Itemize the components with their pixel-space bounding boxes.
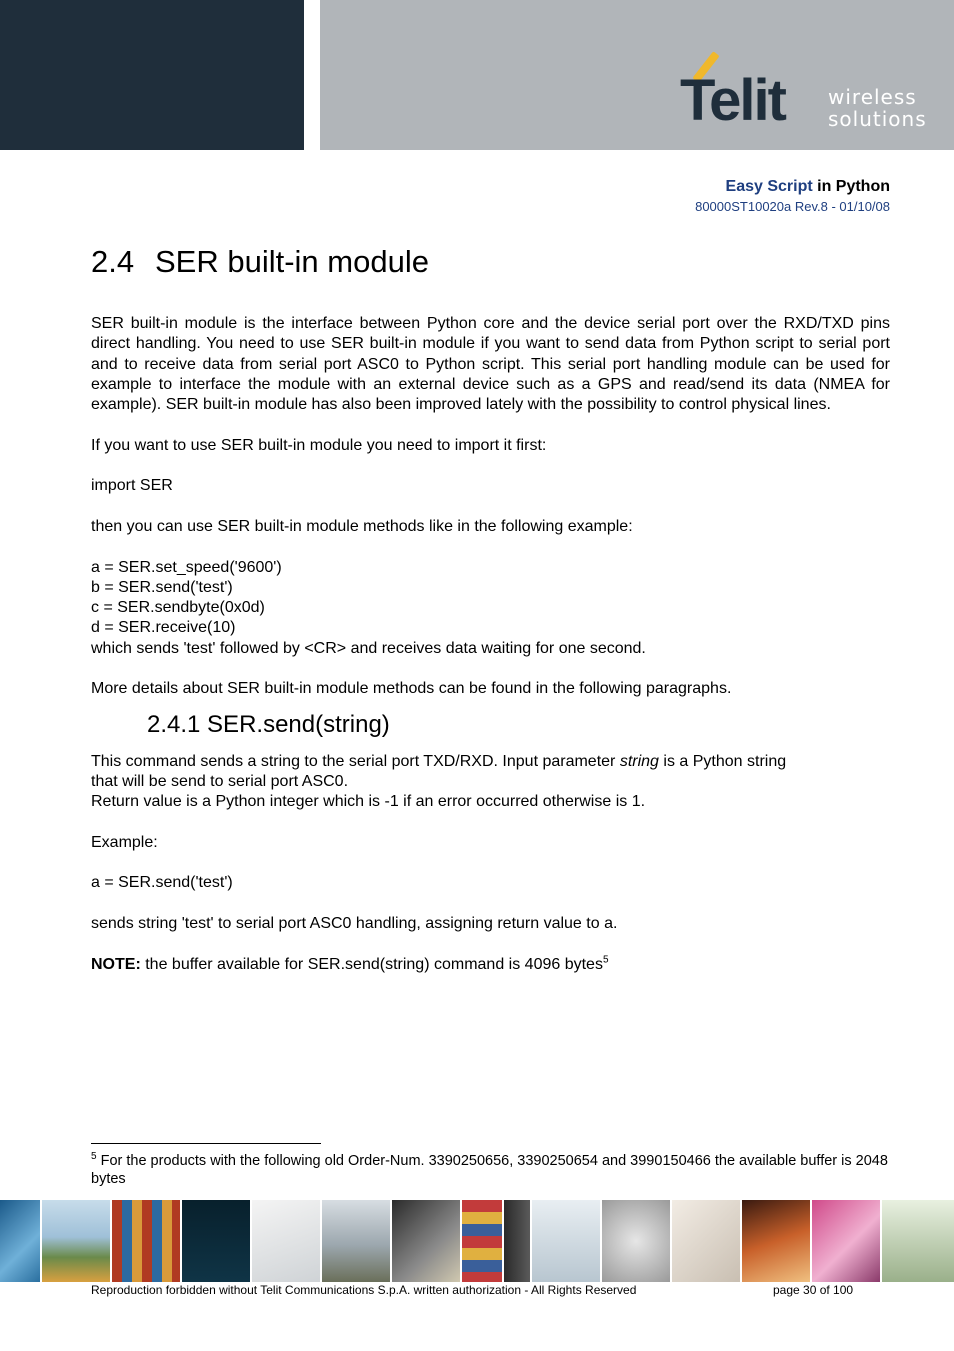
more-details: More details about SER built-in module methods can be found in the following paragraphs. xyxy=(91,680,732,698)
photo-tile xyxy=(812,1200,880,1282)
photo-tile xyxy=(0,1200,40,1282)
note xyxy=(91,955,890,975)
code-line: c = SER.sendbyte(0x0d) xyxy=(91,599,265,617)
note-text: the buffer available for SER.send(string) command is 4096 bytes xyxy=(140,955,603,973)
section-intro: SER built-in module is the interface between Python core and the device serial port over the RXD/TXD pins direct handling. You need to use SER built-in module if you want to send data from Python script to serial port and to receive data from serial port ASC0 to Python script. This serial port handling module can be used for example to interface the module with an external device such as a GPS and read/send its data (NMEA for example). SER built-in module has also been improved lately with the possibility to control physical lines. xyxy=(91,315,890,414)
photo-tile xyxy=(882,1200,954,1282)
logo-tagline-line1: wireless xyxy=(828,85,917,109)
code-line: b = SER.send('test') xyxy=(91,578,233,596)
footnote xyxy=(91,1152,890,1188)
photo-tile xyxy=(42,1200,110,1282)
footnote-ref[interactable]: 5 xyxy=(602,954,609,966)
logo-tagline-line2: solutions xyxy=(828,107,927,131)
document-title-suffix: in Python xyxy=(812,178,890,195)
import-intro: If you want to use SER built-in module you need to import it first: xyxy=(91,436,547,454)
example-desc: sends string 'test' to serial port ASC0 handling, assigning return value to a. xyxy=(91,915,618,933)
subsection-desc xyxy=(91,752,890,772)
document-title xyxy=(726,178,890,196)
photo-tile xyxy=(462,1200,502,1282)
desc-text: This command sends a string to the serial port TXD/RXD. Input parameter xyxy=(91,752,620,770)
photo-tile xyxy=(392,1200,460,1282)
telit-logo xyxy=(676,46,936,132)
document-title-product: Easy Script xyxy=(725,178,813,195)
code-line: a = SER.set_speed('9600') xyxy=(91,558,282,576)
photo-tile xyxy=(742,1200,810,1282)
section-title: SER built-in module xyxy=(155,244,429,279)
return-text: Return value is a Python integer which is -1 if an error occurred otherwise is 1. xyxy=(91,793,646,811)
photo-tile xyxy=(252,1200,320,1282)
footer-page-number: page 30 of 100 xyxy=(773,1283,854,1297)
example-code: a = SER.send('test') xyxy=(91,874,233,892)
desc-text-after: is a Python string xyxy=(658,752,787,770)
desc-param: string xyxy=(619,752,659,770)
logo-tagline xyxy=(828,86,927,130)
example-after: which sends 'test' followed by <CR> and receives data waiting for one second. xyxy=(91,639,646,657)
import-code: import SER xyxy=(91,477,173,495)
photo-tile xyxy=(322,1200,390,1282)
footnote-text: For the products with the following old Order-Num. 3390250656, 3390250654 and 3990150466 the available buffer is 2048 bytes xyxy=(91,1153,888,1187)
footer-rights: Reproduction forbidden without Telit Communications S.p.A. written authorization - All Rights Reserved xyxy=(91,1283,637,1297)
subsection-heading: 2.4.1 SER.send(string) xyxy=(147,710,390,738)
photo-tile xyxy=(672,1200,740,1282)
logo-word: Telit xyxy=(680,68,785,133)
footnote-number: 5 xyxy=(91,1151,97,1163)
photo-strip xyxy=(0,1200,954,1282)
document-reference: 80000ST10020a Rev.8 - 01/10/08 xyxy=(695,199,890,214)
photo-tile xyxy=(532,1200,600,1282)
section-number: 2.4 xyxy=(91,244,135,279)
section-heading xyxy=(91,240,890,284)
header-dark-band xyxy=(0,0,304,150)
photo-tile xyxy=(112,1200,180,1282)
code-line: d = SER.receive(10) xyxy=(91,619,236,637)
photo-tile xyxy=(182,1200,250,1282)
page-content xyxy=(91,240,890,975)
photo-tile xyxy=(602,1200,670,1282)
footnote-divider xyxy=(91,1143,321,1144)
example-intro: then you can use SER built-in module methods like in the following example: xyxy=(91,517,633,535)
example-label: Example: xyxy=(91,833,158,851)
subsection-desc-line2: that will be send to serial port ASC0. xyxy=(91,772,349,790)
note-label: NOTE: xyxy=(91,955,141,973)
photo-tile xyxy=(504,1200,530,1282)
